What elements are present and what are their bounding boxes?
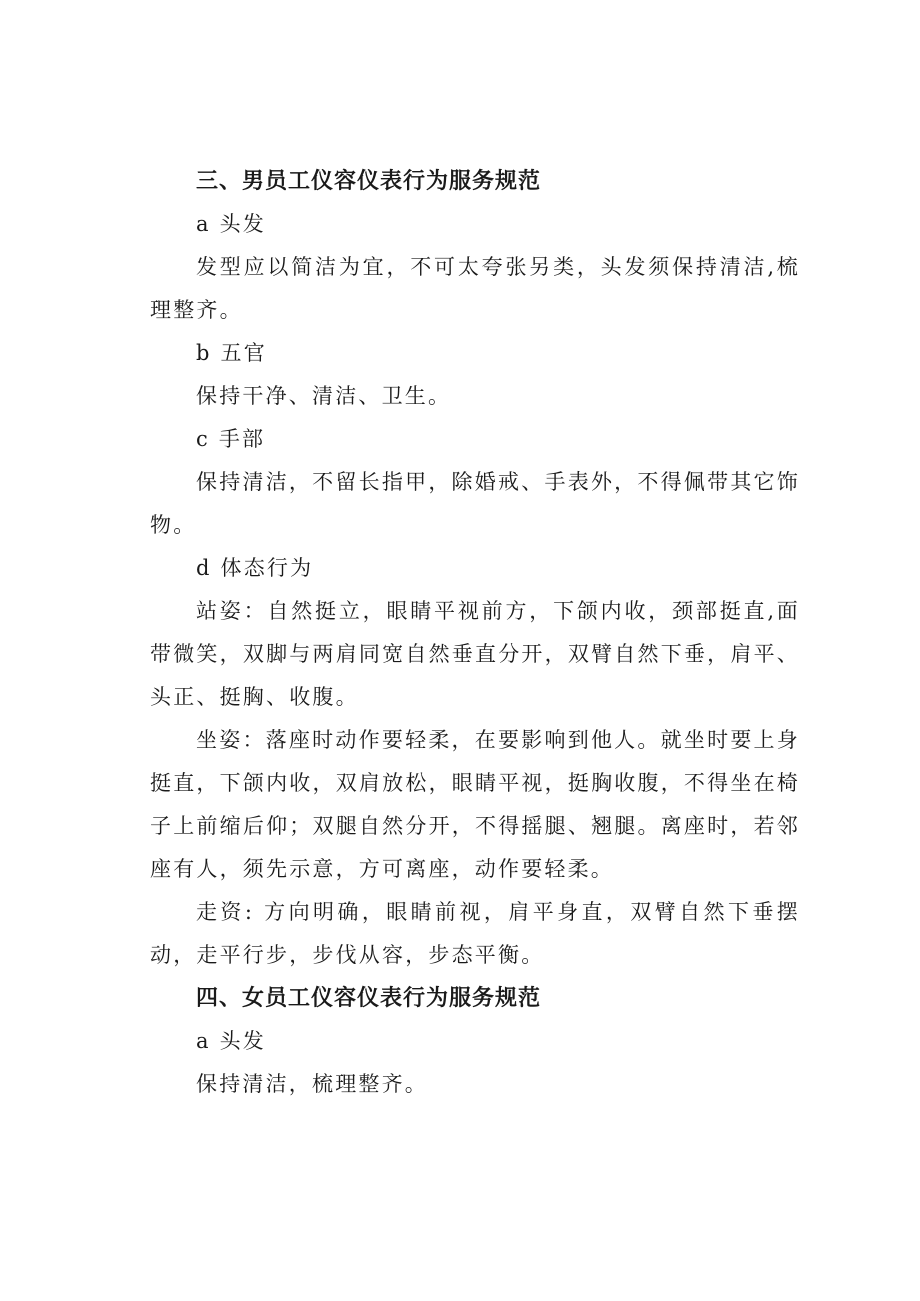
- subheading-hair: a 头发: [196, 212, 266, 236]
- paragraph-standing: 站姿：自然挺立，眼睛平视前方，下颌内收，颈部挺直,面带微笑，双脚与两肩同宽自然垂直分开，双臂自然下垂，肩平、头正、挺胸、收腹。: [150, 599, 800, 709]
- document-page: [150, 160, 800, 1106]
- paragraph-hands: 保持清洁，不留长指甲，除婚戒、手表外，不得佩带其它饰物。: [150, 470, 800, 537]
- subheading-women-hair: a 头发: [196, 1029, 266, 1053]
- paragraph-hair: 发型应以简洁为宜，不可太夸张另类，头发须保持清洁,梳理整齐。: [150, 255, 800, 322]
- paragraph-features: 保持干净、清洁、卫生。: [196, 384, 452, 408]
- subheading-features: b 五官: [196, 341, 267, 365]
- subheading-posture: d 体态行为: [196, 556, 314, 580]
- paragraph-sitting: 坐姿：落座时动作要轻柔，在要影响到他人。就坐时要上身挺直，下颌内收，双肩放松，眼睛平视，挺胸收腹，不得坐在椅子上前缩后仰；双腿自然分开，不得摇腿、翘腿。离座时，若邻座有人，须先示意，方可离座，动作要轻柔。: [150, 728, 800, 881]
- paragraph-women-hair: 保持清洁，梳理整齐。: [196, 1072, 428, 1096]
- paragraph-walking: 走资: 方向明确，眼睛前视，肩平身直，双臂自然下垂摆动，走平行步，步伐从容，步态平衡。: [150, 900, 800, 967]
- subheading-hands: c 手部: [196, 427, 266, 451]
- section-heading-women: 四、女员工仪容仪表行为服务规范: [196, 986, 542, 1011]
- section-heading-men: 三、男员工仪容仪表行为服务规范: [196, 169, 542, 194]
